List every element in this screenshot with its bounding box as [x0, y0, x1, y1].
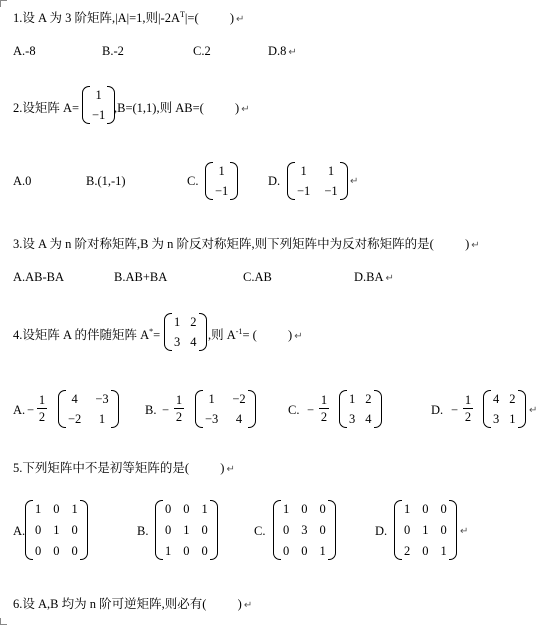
- matrix-cell: 0: [35, 523, 42, 537]
- question-6: [13, 594, 252, 612]
- q4-matrix-b: [195, 390, 256, 428]
- q4-stem-4: = (: [242, 328, 257, 342]
- left-bracket: [394, 500, 402, 560]
- matrix-cell: 0: [53, 544, 60, 558]
- matrix-cell: 1: [53, 523, 60, 537]
- q4-option-a: A.: [13, 403, 26, 417]
- q3-option-d: [354, 270, 394, 285]
- frac-denominator: 2: [175, 410, 183, 424]
- left-bracket: [25, 500, 33, 560]
- matrix-cell: 0: [165, 523, 172, 537]
- q1-stem: 1.设 A 为 3 阶矩阵,|A|=1,则|-2A: [13, 11, 180, 25]
- matrix-cell: −1: [324, 184, 338, 198]
- q2-stem: 2.设矩阵 A=: [13, 101, 80, 115]
- matrix-cell: 4: [365, 412, 372, 426]
- matrix-cell: −3: [205, 412, 219, 426]
- right-bracket: [230, 162, 238, 200]
- matrix-cell: 1: [183, 523, 190, 537]
- matrix-cell: 0: [440, 523, 447, 537]
- right-bracket: [210, 500, 218, 560]
- return-mark-icon: ↵: [226, 464, 235, 475]
- matrix-cell: 3: [174, 335, 181, 349]
- matrix-cell: 0: [183, 544, 190, 558]
- right-bracket: [328, 500, 336, 560]
- matrix-cell: 1: [319, 544, 326, 558]
- minus-sign: −: [27, 403, 35, 417]
- q4-fraction-d: [462, 392, 474, 425]
- q4-stem-1: 4.设矩阵 A 的伴随矩阵 A: [13, 328, 150, 342]
- question-1: [13, 8, 244, 26]
- matrix-cell: 1: [300, 164, 307, 178]
- q3-blank: ): [433, 237, 470, 251]
- matrix-cell: 0: [404, 523, 411, 537]
- q2-matrix-d: [287, 162, 348, 200]
- matrix-cell: −1: [215, 184, 229, 198]
- right-bracket: [111, 390, 119, 428]
- q1-option-c: C.2: [193, 44, 211, 58]
- matrix-cell: 0: [35, 544, 42, 558]
- matrix-cell: 4: [190, 335, 197, 349]
- matrix-cell: 1: [327, 164, 335, 178]
- left-bracket: [58, 390, 66, 428]
- matrix-cell: 0: [319, 523, 326, 537]
- matrix-cell: 1: [95, 88, 102, 102]
- return-mark-icon: ↵: [288, 47, 297, 58]
- right-bracket: [199, 313, 207, 351]
- q2-option-a: A.0: [13, 174, 32, 188]
- minus-sign: −: [451, 403, 459, 417]
- matrix-cell: 1: [440, 544, 447, 558]
- right-bracket: [518, 390, 526, 428]
- q1-option-d: [268, 44, 297, 59]
- q5-option-b: B.: [137, 524, 149, 538]
- left-bracket: [339, 390, 347, 428]
- matrix-cell: 3: [349, 412, 356, 426]
- matrix-cell: 4: [71, 392, 78, 406]
- q2-stem-2: ,B=(1,1),则 AB=(: [114, 101, 204, 115]
- matrix-cell: −3: [95, 392, 109, 406]
- matrix-cell: 0: [283, 544, 290, 558]
- matrix-cell: 1: [165, 544, 172, 558]
- left-bracket: [287, 162, 295, 200]
- matrix-cell: −2: [68, 412, 82, 426]
- matrix-cell: 0: [71, 544, 78, 558]
- q2-blank: ): [203, 101, 240, 115]
- matrix-cell: 4: [493, 392, 500, 406]
- q4-option-d: D.: [431, 403, 444, 417]
- q2-matrix-a: [82, 86, 115, 124]
- matrix-cell: 4: [235, 412, 243, 426]
- crop-mark-top-left: [0, 0, 7, 7]
- q4-stem: [13, 325, 160, 343]
- return-mark-icon: ↵: [243, 600, 253, 611]
- frac-denominator: 2: [320, 410, 328, 424]
- q4-sup-star: *: [149, 326, 154, 336]
- matrix-cell: 1: [404, 502, 411, 516]
- minus-sign: −: [307, 403, 315, 417]
- matrix-cell: 1: [218, 164, 225, 178]
- q5-option-c: C.: [254, 524, 266, 538]
- q5-option-a: A.: [13, 524, 26, 538]
- minus-sign: −: [162, 403, 170, 417]
- left-bracket: [483, 390, 491, 428]
- q4-option-c: C.: [288, 403, 300, 417]
- matrix-cell: 0: [283, 523, 290, 537]
- question-3: [13, 234, 480, 252]
- q4-blank: ): [256, 328, 293, 342]
- right-bracket: [374, 390, 382, 428]
- q6-blank: ): [206, 597, 242, 611]
- q5-matrix-d: [394, 500, 457, 560]
- matrix-cell: 2: [365, 392, 372, 406]
- matrix-cell: −2: [232, 392, 246, 406]
- matrix-cell: 0: [183, 502, 190, 516]
- matrix-cell: 3: [493, 412, 500, 426]
- matrix-cell: 0: [301, 544, 308, 558]
- return-mark-icon: ↵: [385, 273, 394, 284]
- q5-option-d: D.: [375, 524, 388, 538]
- frac-numerator: 1: [175, 393, 183, 407]
- matrix-cell: 2: [190, 315, 197, 329]
- matrix-cell: 1: [208, 392, 215, 406]
- q6-stem: 6.设 A,B 均为 n 阶可逆矩阵,则必有(: [13, 597, 207, 611]
- q1-blank: ): [198, 11, 235, 25]
- q4-adjugate-matrix: [164, 313, 207, 351]
- q5-stem: 5.下列矩阵中不是初等矩阵的是(: [13, 461, 190, 475]
- matrix-cell: 1: [35, 502, 42, 516]
- q3-option-a: A.AB-BA: [13, 270, 65, 284]
- q1-option-b: B.-2: [102, 44, 124, 58]
- q1-sup: T: [180, 9, 185, 19]
- frac-numerator: 1: [320, 393, 328, 407]
- right-bracket: [80, 500, 88, 560]
- matrix-cell: 0: [301, 502, 308, 516]
- right-bracket: [340, 162, 348, 200]
- matrix-cell: 0: [71, 523, 78, 537]
- q3-option-c: C.AB: [243, 270, 272, 284]
- q4-matrix-d: [483, 390, 526, 428]
- q4-sup-inv: -1: [235, 326, 243, 336]
- left-bracket: [273, 500, 281, 560]
- q4-fraction-c: [318, 392, 330, 425]
- right-bracket: [248, 390, 256, 428]
- q5-blank: ): [189, 461, 225, 475]
- left-bracket: [164, 313, 172, 351]
- q4-fraction-a: [36, 392, 48, 425]
- matrix-cell: 1: [201, 502, 208, 516]
- return-mark-icon: ↵: [529, 405, 537, 416]
- matrix-cell: −1: [92, 108, 106, 122]
- left-bracket: [82, 86, 90, 124]
- q4-matrix-a: [58, 390, 119, 428]
- left-bracket: [155, 500, 163, 560]
- matrix-cell: 0: [440, 502, 447, 516]
- q1-option-d-label: D.8: [268, 44, 287, 58]
- q5-matrix-a: [25, 500, 88, 560]
- matrix-cell: 1: [98, 412, 106, 426]
- matrix-cell: 0: [201, 523, 208, 537]
- matrix-cell: 2: [509, 392, 516, 406]
- q4-option-b: B.: [145, 403, 157, 417]
- matrix-cell: 2: [404, 544, 411, 558]
- crop-mark-bottom-left: [0, 618, 7, 625]
- matrix-cell: 1: [422, 523, 429, 537]
- q4-eq: =: [153, 328, 161, 342]
- frac-numerator: 1: [38, 393, 46, 407]
- q4-stem-tail: [208, 325, 303, 343]
- matrix-cell: 3: [301, 523, 308, 537]
- matrix-cell: 0: [201, 544, 208, 558]
- q5-matrix-b: [155, 500, 218, 560]
- q3-stem: 3.设 A 为 n 阶对称矩阵,B 为 n 阶反对称矩阵,则下列矩阵中为反对称矩阵的是(: [13, 237, 434, 251]
- question-5: [13, 458, 235, 476]
- matrix-cell: 1: [509, 412, 516, 426]
- matrix-cell: 1: [349, 392, 356, 406]
- frac-denominator: 2: [464, 410, 472, 424]
- return-mark-icon: ↵: [460, 526, 469, 537]
- q4-fraction-b: [173, 392, 185, 425]
- matrix-cell: 0: [319, 502, 326, 516]
- q1-stem-2: |=(: [184, 11, 199, 25]
- matrix-cell: −1: [297, 184, 311, 198]
- q2-option-b: B.(1,-1): [86, 174, 126, 188]
- q1-option-a: A.-8: [13, 44, 36, 58]
- matrix-cell: 0: [165, 502, 172, 516]
- left-bracket: [195, 390, 203, 428]
- left-bracket: [205, 162, 213, 200]
- matrix-cell: 0: [53, 502, 60, 516]
- matrix-cell: 1: [283, 502, 290, 516]
- matrix-cell: 0: [422, 502, 429, 516]
- matrix-cell: 1: [71, 502, 78, 516]
- q4-matrix-c: [339, 390, 382, 428]
- return-mark-icon: ↵: [241, 104, 250, 115]
- right-bracket: [449, 500, 457, 560]
- matrix-cell: 0: [422, 544, 429, 558]
- return-mark-icon: ↵: [236, 14, 245, 25]
- frac-denominator: 2: [38, 410, 46, 424]
- return-mark-icon: ↵: [471, 240, 480, 251]
- q2-option-c: C.: [187, 174, 199, 188]
- q3-option-b: B.AB+BA: [114, 270, 168, 284]
- q2-option-d: D.: [268, 174, 281, 188]
- return-mark-icon: ↵: [294, 331, 303, 342]
- q2-stem-tail: [114, 98, 250, 116]
- q3-option-d-label: D.BA: [354, 270, 384, 284]
- q2-matrix-c: [205, 162, 238, 200]
- return-mark-icon: ↵: [350, 176, 359, 187]
- matrix-cell: 1: [174, 315, 181, 329]
- q4-stem-3: ,则 A: [208, 328, 236, 342]
- q5-matrix-c: [273, 500, 336, 560]
- frac-numerator: 1: [464, 393, 472, 407]
